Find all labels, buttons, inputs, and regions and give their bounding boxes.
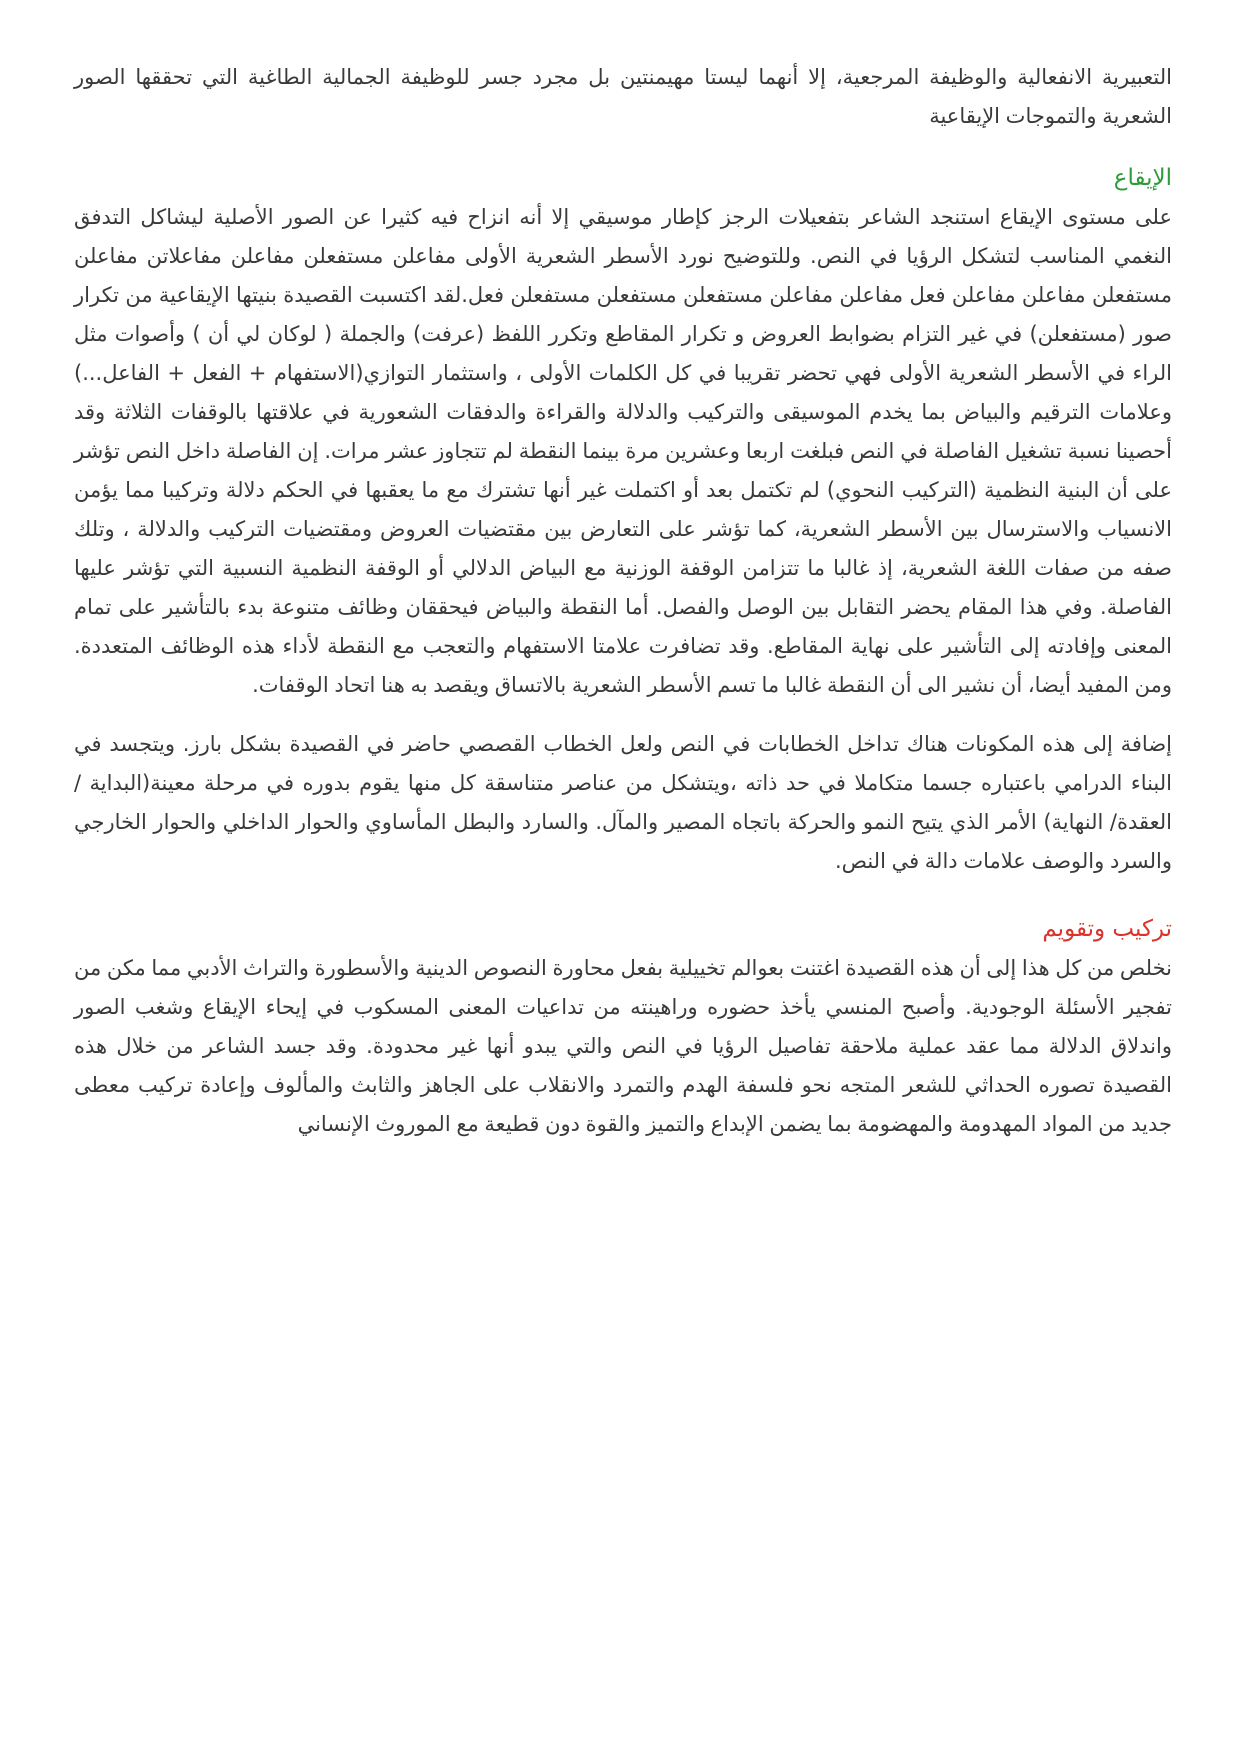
synthesis-paragraph-1: نخلص من كل هذا إلى أن هذه القصيدة اغتنت بعوالم تخييلية بفعل محاورة النصوص الدينية والأسطورة والتراث الأدبي مما مكن من تفجير الأسئلة الوجودية. وأصبح المنسي يأخذ حضوره وراهينته من تداعيات المعنى المسكوب في إيحاء الإيقاع وشغب الصور واندلاق الدلالة مما عقد عملية ملاحقة تفاصيل الرؤيا في النص والتي يبدو أنها غير محدودة. وقد جسد الشاعر من خلال هذه القصيدة تصوره الحداثي للشعر المتجه نحو فلسفة الهدم والتمرد والانقلاب على الجاهز والثابث والمألوف وإعادة تركيب معطى جديد من المواد المهدومة والمهضومة بما يضمن الإبداع والتميز والقوة دون قطيعة مع الموروث الإنساني (73, 956, 1172, 1136)
document-page (74, 58, 1172, 1144)
section-heading-rhythm: الإيقاع (1113, 165, 1172, 191)
section-heading-synthesis: تركيب وتقويم (1042, 916, 1172, 942)
rhythm-paragraph-2: إضافة إلى هذه المكونات هناك تداخل الخطابات في النص ولعل الخطاب القصصي حاضر في القصيدة بشكل بارز. ويتجسد في البناء الدرامي باعتباره جسما متكاملا في حد ذاته ،ويتشكل من عناصر متناسقة كل منها يقوم بدوره في مرحلة معينة(البداية /العقدة/ النهاية) الأمر الذي يتيح النمو والحركة باتجاه المصير والمآل. والسارد والبطل المأساوي والحوار الداخلي والحوار الخارجي والسرد والوصف علامات دالة في النص. (74, 732, 1172, 873)
rhythm-paragraph-1: على مستوى الإيقاع استنجد الشاعر بتفعيلات الرجز كإطار موسيقي إلا أنه انزاح فيه كثيرا عن الصور الأصلية ليشاكل التدفق النغمي المناسب لتشكل الرؤيا في النص. وللتوضيح نورد الأسطر الشعرية الأولى مفاعلن مستفعلن مفاعلن مفاعلاتن مفاعلن مستفعلن مفاعلن مفاعلن فعل مفاعلن مفاعلن مستفعلن مستفعلن مستفعلن فعل.لقد اكتسبت القصيدة بنيتها الإيقاعية من تكرار صور (مستفعلن) في غير التزام بضوابط العروض و تكرار المقاطع وتكرر اللفظ (عرفت) والجملة ( لوكان لي أن ) وأصوات مثل الراء في الأسطر الشعرية الأولى فهي تحضر تقريبا في كل الكلمات الأولى ، واستثمار التوازي(الاستفهام + الفعل + الفاعل...) وعلامات الترقيم والبياض بما يخدم الموسيقى والتركيب والدلالة والقراءة والدفقات الشعورية في علاقتها بالوقفات الثلاثة وقد أحصينا نسبة تشغيل الفاصلة في النص فبلغت اربعا وعشرين مرة بينما النقطة لم تتجاوز عشر مرات. إن الفاصلة داخل النص تؤشر على أن البنية النظمية (التركيب النحوي) لم تكتمل بعد أو اكتملت غير أنها تشترك مع ما يعقبها في الحكم دلالة وتركيبا مما يؤمن الانسياب والاسترسال بين الأسطر الشعرية، كما تؤشر على التعارض بين مقتضيات العروض ومقتضيات التركيب والدلالة ، وتلك صفه من صفات اللغة الشعرية، إذ غالبا ما تتزامن الوقفة الوزنية مع البياض الدلالي أو الوقفة النظمية النسبية التي تؤشر عليها الفاصلة. وفي هذا المقام يحضر التقابل بين الوصل والفصل. أما النقطة والبياض فيحققان وظائف متنوعة بدء بالتأشير على تمام المعنى وإفادته إلى التأشير على نهاية المقاطع. وقد تضافرت علامتا الاستفهام والتعجب مع النقطة لأداء هذه الوظائف المتعددة. ومن المفيد أيضا، أن نشير الى أن النقطة غالبا ما تسم الأسطر الشعرية بالاتساق ويقصد به هنا اتحاد الوقفات. (74, 205, 1172, 697)
intro-paragraph: التعبيرية الانفعالية والوظيفة المرجعية، إلا أنهما ليستا مهيمنتين بل مجرد جسر للوظيفة الجمالية الطاغية التي تحققها الصور الشعرية والتموجات الإيقاعية (74, 65, 1172, 128)
